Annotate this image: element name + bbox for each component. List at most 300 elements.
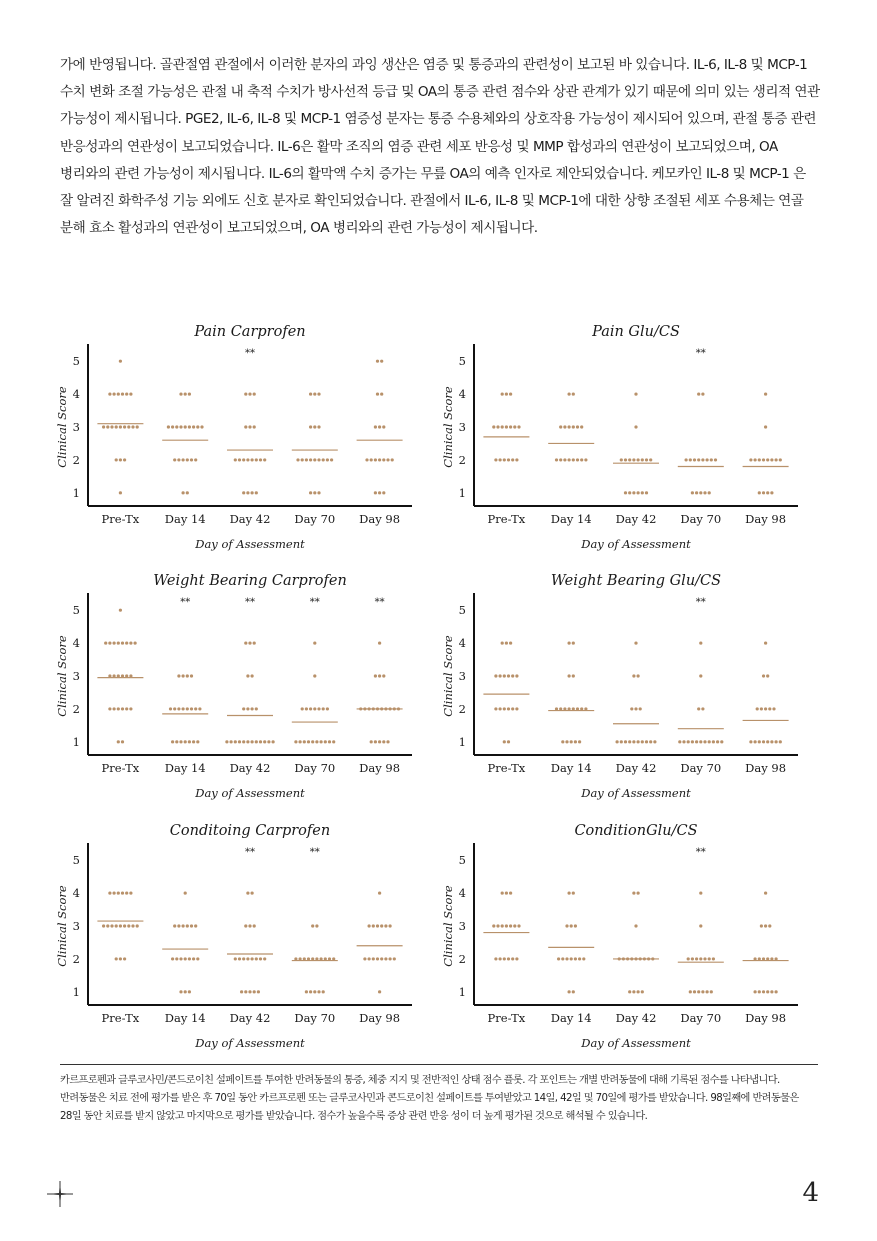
data-point (641, 990, 644, 993)
data-point (121, 707, 124, 710)
data-point (568, 990, 571, 993)
data-point (253, 425, 256, 428)
data-point (505, 425, 508, 428)
data-point (305, 707, 308, 710)
x-tick-label: Pre-Tx (101, 1011, 140, 1025)
data-point (127, 924, 130, 927)
data-point (561, 740, 564, 743)
data-point (382, 425, 385, 428)
data-point (372, 924, 375, 927)
data-point (225, 740, 228, 743)
data-point (756, 707, 759, 710)
data-point (253, 392, 256, 395)
data-point (693, 990, 696, 993)
data-point (570, 740, 573, 743)
chart-pain-carprofen (52, 318, 452, 566)
data-point (129, 707, 132, 710)
data-point (578, 740, 581, 743)
data-point (190, 707, 193, 710)
data-point (305, 990, 308, 993)
y-tick-label: 5 (72, 853, 80, 868)
data-point (182, 924, 185, 927)
data-point (246, 707, 249, 710)
data-point (305, 458, 308, 461)
x-tick-label: Day 14 (550, 761, 592, 775)
data-point (115, 425, 118, 428)
data-point (173, 707, 176, 710)
data-point (129, 641, 132, 644)
data-point (106, 425, 109, 428)
data-point (307, 740, 310, 743)
data-point (330, 458, 333, 461)
data-point (703, 491, 706, 494)
x-tick-label: Day 70 (294, 1011, 336, 1025)
data-point (175, 957, 178, 960)
data-point (701, 392, 704, 395)
data-point (179, 957, 182, 960)
x-tick-label: Day 70 (294, 512, 336, 526)
data-point (517, 425, 520, 428)
data-point (309, 392, 312, 395)
data-point (712, 957, 715, 960)
y-tick-label: 4 (458, 636, 466, 651)
data-point (507, 957, 510, 960)
data-point (653, 740, 656, 743)
data-point (378, 990, 381, 993)
data-point (561, 957, 564, 960)
data-point (108, 891, 111, 894)
data-point (119, 360, 122, 363)
x-tick-label: Pre-Tx (487, 512, 526, 526)
data-point (113, 392, 116, 395)
y-tick-label: 1 (72, 485, 80, 500)
data-point (119, 957, 122, 960)
significance-marker: ** (309, 597, 320, 608)
data-point (171, 957, 174, 960)
data-point (380, 360, 383, 363)
data-point (492, 924, 495, 927)
figure-caption: 카르프로펜과 글루코사민/콘드로이친 설페이트를 투여한 반려동물의 통증, 체중 지지 및 전반적인 상태 점수 플롯. 각 포인트는 개별 반려동물에 대해 기록된 점수를 나타냅니다. 반려동물은 치료 전에 평가를 받은 후 70일 동안 카르프로펜 또는 글루코사민과 콘드로이친 설페이트를 투여받았고 14일, 42일 및 70일에 평가를 받았습니다. 98일째에 반려동물은 28일 동안 치료를 받지 않았고 마지막으로 평가를 받았습니다. 점수가 높을수록 증상 관련 반응 성이 더 높게 평가된 것으로 해석될 수 있습니다. (60, 1075, 799, 1122)
x-axis-label: Day of Assessment (581, 537, 691, 551)
significance-marker: ** (695, 847, 706, 858)
data-point (494, 957, 497, 960)
chart-weight-bearing-glu-cs (438, 567, 838, 815)
data-point (177, 707, 180, 710)
data-point (194, 924, 197, 927)
data-point (251, 891, 254, 894)
data-point (632, 740, 635, 743)
data-point (758, 491, 761, 494)
data-point (634, 425, 637, 428)
data-point (578, 957, 581, 960)
data-point (499, 957, 502, 960)
data-point (378, 641, 381, 644)
data-point (136, 425, 139, 428)
data-point (624, 740, 627, 743)
y-tick-label: 1 (458, 485, 466, 500)
data-point (244, 990, 247, 993)
data-point (131, 425, 134, 428)
data-point (766, 990, 769, 993)
data-point (186, 707, 189, 710)
data-point (259, 458, 262, 461)
data-point (246, 957, 249, 960)
data-point (499, 458, 502, 461)
data-point (251, 957, 254, 960)
data-point (328, 740, 331, 743)
data-point (242, 740, 245, 743)
data-point (507, 674, 510, 677)
data-point (380, 924, 383, 927)
data-point (315, 924, 318, 927)
data-point (317, 392, 320, 395)
x-tick-label: Day 42 (615, 761, 657, 775)
significance-marker: ** (245, 847, 255, 858)
y-tick-label: 2 (458, 452, 466, 467)
data-point (294, 740, 297, 743)
data-point (322, 707, 325, 710)
y-tick-label: 3 (72, 669, 80, 683)
data-point (179, 990, 182, 993)
data-point (317, 491, 320, 494)
data-point (764, 707, 767, 710)
data-point (708, 957, 711, 960)
data-point (775, 458, 778, 461)
data-point (322, 458, 325, 461)
significance-marker: ** (245, 348, 255, 359)
data-point (632, 990, 635, 993)
data-point (376, 392, 379, 395)
y-axis-label: Clinical Score (55, 885, 69, 967)
data-point (501, 891, 504, 894)
data-point (196, 740, 199, 743)
data-point (768, 707, 771, 710)
data-point (762, 990, 765, 993)
y-tick-label: 1 (72, 734, 80, 749)
chart-svg (438, 318, 838, 566)
x-axis-label: Day of Assessment (581, 1036, 691, 1050)
data-point (129, 891, 132, 894)
data-point (108, 641, 111, 644)
data-point (115, 924, 118, 927)
x-tick-label: Day 98 (745, 761, 787, 775)
data-point (240, 990, 243, 993)
data-point (125, 641, 128, 644)
significance-marker: ** (695, 348, 706, 359)
data-point (758, 458, 761, 461)
data-point (764, 924, 767, 927)
data-point (568, 425, 571, 428)
data-point (764, 392, 767, 395)
data-point (515, 957, 518, 960)
x-tick-label: Pre-Tx (487, 1011, 526, 1025)
data-point (311, 924, 314, 927)
data-point (576, 425, 579, 428)
data-point (685, 458, 688, 461)
data-point (768, 924, 771, 927)
data-point (184, 392, 187, 395)
significance-marker: ** (245, 597, 255, 608)
data-point (322, 990, 325, 993)
data-point (255, 740, 258, 743)
chart-title: Pain Glu/CS (592, 324, 680, 340)
data-point (701, 458, 704, 461)
data-point (186, 924, 189, 927)
data-point (505, 891, 508, 894)
data-point (123, 957, 126, 960)
x-tick-label: Day 98 (745, 1011, 787, 1025)
chart-title: Conditoing Carprofen (169, 823, 331, 839)
data-point (758, 990, 761, 993)
data-point (503, 707, 506, 710)
data-point (127, 425, 130, 428)
data-point (557, 957, 560, 960)
data-point (179, 740, 182, 743)
chart-title: Weight Bearing Glu/CS (550, 573, 722, 589)
data-point (309, 707, 312, 710)
data-point (580, 425, 583, 428)
y-tick-label: 3 (458, 919, 466, 933)
data-point (234, 740, 237, 743)
data-point (177, 924, 180, 927)
data-point (326, 707, 329, 710)
data-point (639, 707, 642, 710)
data-point (113, 891, 116, 894)
y-tick-label: 3 (458, 669, 466, 683)
data-point (775, 990, 778, 993)
data-point (246, 491, 249, 494)
data-point (136, 924, 139, 927)
data-point (296, 458, 299, 461)
data-point (391, 458, 394, 461)
chart-title: Weight Bearing Carprofen (153, 573, 347, 589)
data-point (678, 740, 681, 743)
data-point (501, 392, 504, 395)
data-point (572, 990, 575, 993)
y-tick-label: 2 (72, 701, 80, 716)
y-tick-label: 3 (458, 420, 466, 434)
data-point (177, 458, 180, 461)
data-point (568, 891, 571, 894)
data-point (695, 491, 698, 494)
data-point (511, 957, 514, 960)
data-point (574, 924, 577, 927)
data-point (389, 957, 392, 960)
data-point (766, 740, 769, 743)
data-point (182, 458, 185, 461)
data-point (511, 707, 514, 710)
data-point (499, 707, 502, 710)
data-point (687, 957, 690, 960)
data-point (378, 674, 381, 677)
data-point (117, 707, 120, 710)
data-point (108, 392, 111, 395)
data-point (570, 924, 573, 927)
data-point (370, 458, 373, 461)
data-point (123, 425, 126, 428)
data-point (758, 740, 761, 743)
x-tick-label: Pre-Tx (487, 761, 526, 775)
data-point (699, 891, 702, 894)
data-point (766, 674, 769, 677)
data-point (630, 707, 633, 710)
data-point (246, 674, 249, 677)
data-point (194, 707, 197, 710)
chart-svg (52, 318, 452, 566)
data-point (509, 891, 512, 894)
data-point (253, 641, 256, 644)
y-tick-label: 3 (72, 420, 80, 434)
data-point (263, 740, 266, 743)
data-point (384, 924, 387, 927)
data-point (182, 707, 185, 710)
data-point (117, 641, 120, 644)
data-point (230, 740, 233, 743)
y-tick-label: 1 (458, 984, 466, 999)
data-point (179, 425, 182, 428)
x-axis-label: Day of Assessment (581, 786, 691, 800)
data-point (248, 924, 251, 927)
caption-divider (60, 1064, 818, 1065)
data-point (632, 458, 635, 461)
data-point (770, 740, 773, 743)
data-point (620, 740, 623, 743)
data-point (248, 990, 251, 993)
data-point (584, 458, 587, 461)
x-tick-label: Day 42 (615, 512, 657, 526)
data-point (641, 458, 644, 461)
data-point (372, 957, 375, 960)
data-point (710, 990, 713, 993)
data-point (649, 740, 652, 743)
data-point (259, 957, 262, 960)
data-point (699, 740, 702, 743)
data-point (382, 740, 385, 743)
y-tick-label: 4 (72, 886, 80, 901)
data-point (503, 458, 506, 461)
data-point (309, 990, 312, 993)
data-point (315, 740, 318, 743)
data-point (720, 740, 723, 743)
data-point (509, 425, 512, 428)
data-point (119, 491, 122, 494)
data-point (257, 990, 260, 993)
y-tick-label: 5 (458, 603, 466, 618)
x-tick-label: Day 70 (680, 512, 722, 526)
x-tick-label: Day 98 (359, 512, 401, 526)
data-point (697, 707, 700, 710)
data-point (582, 957, 585, 960)
data-point (770, 458, 773, 461)
data-point (106, 924, 109, 927)
data-point (517, 924, 520, 927)
data-point (255, 707, 258, 710)
data-point (374, 740, 377, 743)
chart-conditioning-carprofen (52, 817, 452, 1065)
data-point (110, 924, 113, 927)
data-point (192, 740, 195, 743)
data-point (496, 924, 499, 927)
data-point (574, 740, 577, 743)
data-point (632, 674, 635, 677)
y-tick-label: 4 (458, 387, 466, 402)
data-point (513, 924, 516, 927)
data-point (117, 891, 120, 894)
data-point (242, 458, 245, 461)
data-point (697, 990, 700, 993)
data-point (374, 491, 377, 494)
data-point (244, 392, 247, 395)
data-point (171, 740, 174, 743)
data-point (699, 641, 702, 644)
data-point (177, 674, 180, 677)
data-point (196, 425, 199, 428)
data-point (186, 458, 189, 461)
x-tick-label: Day 70 (680, 1011, 722, 1025)
significance-marker: ** (180, 597, 191, 608)
data-point (117, 740, 120, 743)
data-point (515, 674, 518, 677)
x-tick-label: Day 14 (164, 1011, 206, 1025)
chart-svg (52, 567, 452, 815)
data-point (184, 740, 187, 743)
data-point (382, 674, 385, 677)
data-point (775, 740, 778, 743)
y-tick-label: 5 (458, 354, 466, 369)
data-point (770, 491, 773, 494)
data-point (251, 740, 254, 743)
data-point (632, 491, 635, 494)
x-tick-label: Day 42 (229, 761, 271, 775)
data-point (246, 458, 249, 461)
data-point (370, 740, 373, 743)
data-point (184, 425, 187, 428)
data-point (699, 491, 702, 494)
data-point (244, 924, 247, 927)
data-point (246, 740, 249, 743)
data-point (580, 458, 583, 461)
data-point (706, 458, 709, 461)
data-point (263, 957, 266, 960)
data-point (374, 674, 377, 677)
data-point (378, 425, 381, 428)
data-point (494, 458, 497, 461)
data-point (192, 425, 195, 428)
data-point (313, 990, 316, 993)
data-point (242, 957, 245, 960)
data-point (186, 674, 189, 677)
data-point (123, 924, 126, 927)
y-axis-label: Clinical Score (441, 386, 455, 468)
data-point (689, 458, 692, 461)
data-point (299, 740, 302, 743)
body-paragraph: 가에 반영됩니다. 골관절염 관절에서 이러한 분자의 과잉 생산은 염증 및 통증과의 관련성이 보고된 바 있습니다. IL-6, IL-8 및 MCP-1 수치 변화 조절 가능성은 관절 내 축적 수치가 방사선적 등급 및 OA의 통증 관련 점수와 상관 관계가 있기 때문에 의미 있는 생리적 연관 가능성이 제시됩니다. PGE2, IL-6, IL-8 및 MCP-1 염증성 분자는 통증 수용체와의 상호작용 가능성이 제시되어 있으며, 관절 통증 관련 반응성과의 연관성이 보고되었습니다. IL-6은 활막 조직의 염증 관련 세포 반응성 및 MMP 합성과의 연관성이 보고되었으며, OA 병리와의 관련 가능성이 제시됩니다. IL-6의 활막액 수치 증가는 무릎 OA의 예측 인자로 제안되었습니다. 케모카인 IL-8 및 MCP-1 은 잘 알려진 화학주성 기능 외에도 신호 분자로 확인되었습니다. 관절에서 IL-6, IL-8 및 MCP-1에 대한 상향 조절된 세포 수용체는 연골 분해 효소 활성과의 연관성이 보고되었으며, OA 병리와의 관련 가능성이 제시됩니다. (60, 57, 820, 237)
data-point (188, 957, 191, 960)
data-point (637, 674, 640, 677)
data-point (511, 674, 514, 677)
data-point (568, 392, 571, 395)
y-tick-label: 4 (72, 387, 80, 402)
data-point (699, 674, 702, 677)
data-point (386, 458, 389, 461)
y-tick-label: 2 (458, 701, 466, 716)
data-point (749, 458, 752, 461)
data-point (710, 458, 713, 461)
data-point (701, 990, 704, 993)
data-point (263, 458, 266, 461)
data-point (511, 458, 514, 461)
data-point (563, 458, 566, 461)
